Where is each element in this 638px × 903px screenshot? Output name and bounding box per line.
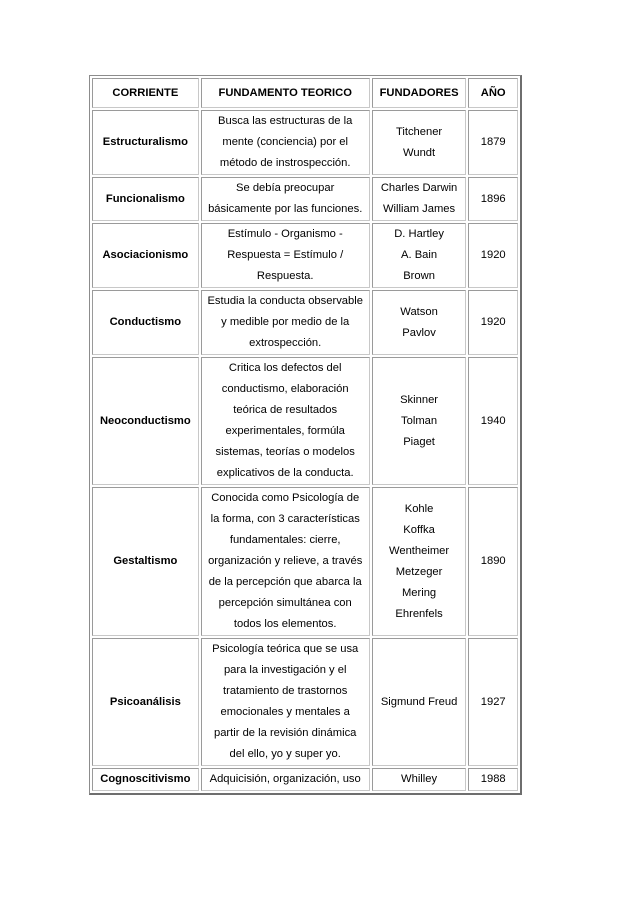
cell-corriente: Conductismo: [92, 290, 199, 355]
fundador-name: Metzeger: [395, 565, 443, 578]
fundador-name: D. Hartley: [394, 228, 444, 240]
fundamento-line: partir de la revisión dinámica: [213, 727, 357, 739]
fundador-name: Whilley: [401, 773, 438, 785]
fundador-name: William James: [383, 203, 456, 215]
fundamento-line: Critica los defectos del: [228, 362, 342, 374]
table-body: [92, 110, 518, 791]
fundamento-line: Respuesta.: [256, 270, 314, 282]
table-row: [92, 357, 518, 485]
cell-fundamento-teorico: [201, 638, 370, 766]
fundador-name: Brown: [403, 270, 435, 282]
cell-fundamento-teorico: [201, 223, 370, 288]
fundador-name: Ehrenfels: [395, 607, 443, 620]
cell-corriente: Estructuralismo: [92, 110, 199, 175]
table-row: [92, 290, 518, 355]
cell-fundadores: [372, 290, 467, 355]
fundador-name: Tolman: [401, 414, 438, 427]
fundamento-line: Busca las estructuras de la: [218, 115, 353, 127]
table-row: [92, 177, 518, 221]
fundador-name: Koffka: [403, 523, 435, 536]
fundamento-line: y medible por medio de la: [221, 316, 350, 328]
cell-fundamento-teorico: [201, 357, 370, 485]
fundador-name: Kohle: [404, 502, 434, 515]
fundamento-line: de la percepción que abarca la: [208, 576, 362, 588]
fundador-name: Mering: [401, 586, 437, 599]
fundamento-line: organización y relieve, a través: [208, 555, 363, 567]
cell-corriente: Asociacionismo: [92, 223, 199, 288]
fundador-name: A. Bain: [401, 249, 438, 261]
cell-fundadores: [372, 487, 467, 636]
fundador-name: Wentheimer: [389, 544, 450, 557]
fundador-name: Charles Darwin: [380, 182, 458, 194]
fundamento-line: Estímulo - Organismo -: [227, 228, 343, 240]
fundador-name: Pavlov: [402, 326, 436, 339]
fundamento-line: conductismo, elaboración: [221, 383, 349, 395]
fundamento-line: sistemas, teorías o modelos: [215, 446, 355, 458]
cell-anio: 1920: [468, 290, 518, 355]
psychology-schools-table: [89, 75, 522, 795]
cell-anio: 1879: [468, 110, 518, 175]
fundamento-line: del ello, yo y super yo.: [229, 748, 341, 760]
fundamento-line: extrospección.: [249, 337, 322, 349]
cell-fundamento-teorico: [201, 768, 370, 791]
cell-fundamento-teorico: [201, 177, 370, 221]
fundamento-line: fundamentales: cierre,: [229, 534, 341, 546]
fundamento-line: la forma, con 3 características: [210, 513, 360, 525]
cell-fundamento-teorico: [201, 110, 370, 175]
fundador-name: Watson: [400, 305, 438, 318]
fundamento-line: Psicología teórica que se usa: [212, 643, 359, 655]
cell-corriente: Cognoscitivismo: [92, 768, 199, 791]
cell-fundadores: [372, 223, 467, 288]
fundamento-line: básicamente por las funciones.: [208, 203, 363, 215]
fundamento-line: método de instrospección.: [219, 157, 351, 169]
fundamento-line: para la investigación y el: [223, 664, 347, 676]
fundamento-line: emocionales y mentales a: [220, 706, 350, 718]
fundamento-line: experimentales, formúla: [225, 425, 345, 437]
fundador-name: Wundt: [402, 146, 436, 159]
cell-anio: 1920: [468, 223, 518, 288]
header-fundamento-teorico: FUNDAMENTO TEORICO: [201, 78, 370, 108]
cell-anio: 1890: [468, 487, 518, 636]
table-header-row: [92, 78, 518, 108]
cell-fundadores: [372, 357, 467, 485]
cell-corriente: Neoconductismo: [92, 357, 199, 485]
header-corriente: CORRIENTE: [92, 78, 199, 108]
cell-fundadores: [372, 638, 467, 766]
cell-fundadores: [372, 177, 467, 221]
fundamento-line: Se debía preocupar: [236, 182, 335, 194]
fundamento-line: Estudia la conducta observable: [207, 295, 363, 307]
cell-anio: 1988: [468, 768, 518, 791]
fundamento-line: explicativos de la conducta.: [216, 467, 354, 479]
fundamento-line: Adquicisión, organización, uso: [209, 773, 361, 785]
fundamento-line: mente (conciencia) por el: [222, 136, 348, 148]
fundamento-line: teórica de resultados: [233, 404, 338, 416]
header-anio: AÑO: [468, 78, 518, 108]
fundador-name: Titchener: [395, 125, 443, 138]
cell-corriente: Funcionalismo: [92, 177, 199, 221]
table-row: [92, 768, 518, 791]
cell-fundadores: [372, 768, 467, 791]
cell-anio: 1927: [468, 638, 518, 766]
cell-fundamento-teorico: [201, 487, 370, 636]
table-row: [92, 223, 518, 288]
fundamento-line: tratamiento de trastornos: [223, 685, 348, 697]
cell-anio: 1896: [468, 177, 518, 221]
fundador-name: Sigmund Freud: [380, 695, 458, 708]
fundamento-line: percepción simultánea con: [218, 597, 352, 609]
fundamento-line: Respuesta = Estímulo /: [227, 249, 344, 261]
cell-anio: 1940: [468, 357, 518, 485]
fundador-name: Piaget: [403, 435, 435, 448]
cell-corriente: Psicoanálisis: [92, 638, 199, 766]
cell-fundadores: [372, 110, 467, 175]
header-fundadores: FUNDADORES: [372, 78, 467, 108]
cell-fundamento-teorico: [201, 290, 370, 355]
table-row: [92, 638, 518, 766]
fundador-name: Skinner: [400, 393, 439, 406]
table-row: [92, 110, 518, 175]
fundamento-line: Conocida como Psicología de: [211, 492, 360, 504]
cell-corriente: Gestaltismo: [92, 487, 199, 636]
table-row: [92, 487, 518, 636]
fundamento-line: todos los elementos.: [233, 618, 337, 630]
